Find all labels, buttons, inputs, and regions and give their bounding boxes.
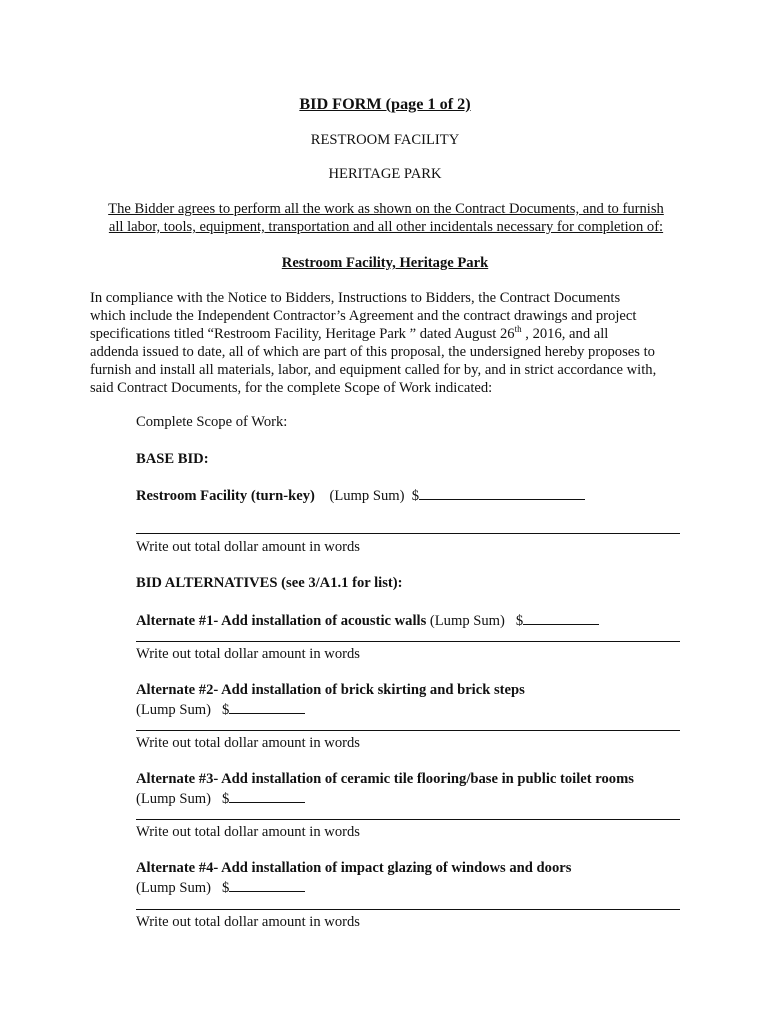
alternate-1-row: [136, 610, 599, 630]
dollar-sign: $: [411, 488, 420, 504]
compliance-line: which include the Independent Contractor’s Agreement and the contract drawings and project: [90, 308, 637, 324]
ordinal-suffix: th: [514, 324, 522, 335]
alternate-2-words-field[interactable]: [136, 730, 680, 731]
compliance-line-text: , 2016, and all: [521, 326, 609, 342]
alternate-4-amount-field[interactable]: [229, 877, 305, 892]
compliance-line: furnish and install all materials, labor, and equipment called for by, and in strict accordance with,: [90, 362, 657, 378]
agreement-line: The Bidder agrees to perform all the work as shown on the Contract Documents, and to furnish: [108, 201, 664, 217]
lump-sum-label: (Lump Sum): [329, 488, 405, 504]
dollar-sign: $: [221, 791, 230, 807]
base-bid-row: [136, 485, 585, 505]
agreement-line: all labor, tools, equipment, transportation and all other incidentals necessary for completion of:: [108, 219, 664, 235]
words-instruction: Write out total dollar amount in words: [136, 539, 360, 555]
alternatives-heading: BID ALTERNATIVES (see 3/A1.1 for list):: [136, 575, 403, 591]
compliance-line-text: specifications titled “Restroom Facility, Heritage Park ” dated August 26: [90, 326, 515, 342]
lump-sum-label: (Lump Sum): [136, 880, 211, 896]
compliance-line: [90, 325, 682, 343]
compliance-paragraph: [90, 289, 682, 397]
alternate-1-amount-field[interactable]: [523, 610, 599, 625]
alternate-3-row: [136, 788, 305, 808]
alternate-4-words-field[interactable]: [136, 909, 680, 910]
alternate-1-label: Alternate #1- Add installation of acoustic walls: [136, 613, 427, 629]
words-instruction: Write out total dollar amount in words: [136, 646, 360, 662]
base-bid-amount-field[interactable]: [419, 485, 585, 500]
scope-label: Complete Scope of Work:: [136, 414, 288, 430]
alternate-3-amount-field[interactable]: [229, 788, 305, 803]
lump-sum-label: (Lump Sum): [429, 613, 505, 629]
alternate-3-label: Alternate #3- Add installation of ceramic tile flooring/base in public toilet rooms: [136, 771, 634, 787]
alternate-4-label: Alternate #4- Add installation of impact glazing of windows and doors: [136, 860, 572, 876]
dollar-sign: $: [515, 613, 524, 629]
words-instruction: Write out total dollar amount in words: [136, 914, 360, 930]
dollar-sign: $: [221, 880, 230, 896]
words-instruction: Write out total dollar amount in words: [136, 735, 360, 751]
compliance-line: addenda issued to date, all of which are part of this proposal, the undersigned hereby proposes to: [90, 344, 655, 360]
alternate-4-row: [136, 877, 305, 897]
lump-sum-label: (Lump Sum): [136, 791, 211, 807]
base-bid-words-field[interactable]: [136, 533, 680, 534]
lump-sum-label: (Lump Sum): [136, 702, 211, 718]
alternate-1-words-field[interactable]: [136, 641, 680, 642]
page-title: BID FORM (page 1 of 2): [299, 95, 471, 113]
project-subtitle-park: HERITAGE PARK: [328, 166, 442, 182]
compliance-line: said Contract Documents, for the complete Scope of Work indicated:: [90, 380, 493, 396]
alternate-2-amount-field[interactable]: [229, 699, 305, 714]
alternate-3-words-field[interactable]: [136, 819, 680, 820]
words-instruction: Write out total dollar amount in words: [136, 824, 360, 840]
base-bid-heading: BASE BID:: [136, 451, 209, 467]
base-bid-item-label: Restroom Facility (turn-key): [136, 488, 315, 504]
project-name-heading: Restroom Facility, Heritage Park: [281, 255, 489, 271]
alternate-2-label: Alternate #2- Add installation of brick skirting and brick steps: [136, 682, 525, 698]
agreement-statement: [96, 200, 676, 236]
alternate-2-row: [136, 699, 305, 719]
compliance-line: In compliance with the Notice to Bidders, Instructions to Bidders, the Contract Documents: [90, 290, 621, 306]
project-subtitle-facility: RESTROOM FACILITY: [310, 132, 460, 148]
dollar-sign: $: [221, 702, 230, 718]
